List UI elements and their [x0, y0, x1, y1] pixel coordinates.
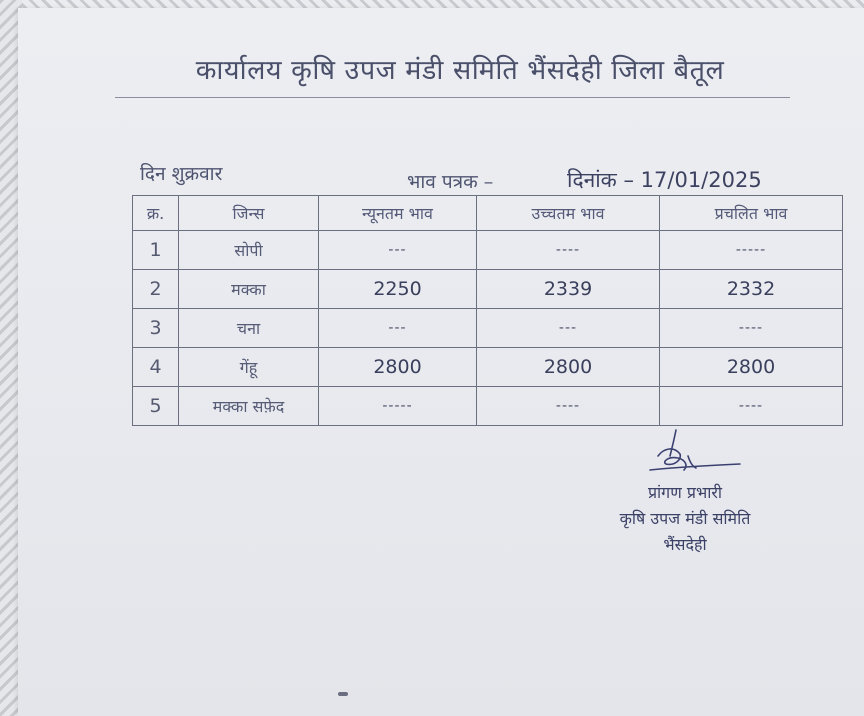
cell-serial: 2: [133, 270, 179, 309]
cell-max-rate: ----: [477, 387, 660, 426]
header-min-rate: न्यूनतम भाव: [319, 196, 477, 231]
cell-modal-rate: ----: [660, 387, 843, 426]
header-serial: क्र.: [133, 196, 179, 231]
table-row: [133, 309, 843, 348]
cell-commodity: मक्का सफ़ेद: [179, 387, 319, 426]
title-underline: [115, 97, 790, 98]
handwritten-signature: [628, 426, 748, 486]
header-modal-rate: प्रचलित भाव: [660, 196, 843, 231]
ink-mark: [338, 692, 348, 696]
cell-modal-rate: 2332: [660, 270, 843, 309]
signatory-designation: प्रांगण प्रभारी: [647, 483, 723, 502]
cell-modal-rate: 2800: [660, 348, 843, 387]
cell-max-rate: 2339: [477, 270, 660, 309]
date-label: दिनांक – 17/01/2025: [567, 168, 762, 192]
table-header-row: [133, 196, 843, 231]
cell-min-rate: ---: [319, 231, 477, 270]
header-commodity: जिन्स: [179, 196, 319, 231]
day-label: दिन शुक्रवार: [140, 163, 223, 185]
signatory-office: कृषि उपज मंडी समिति: [619, 509, 751, 528]
table-row: [133, 348, 843, 387]
cell-commodity: सोपी: [179, 231, 319, 270]
cell-commodity: मक्का: [179, 270, 319, 309]
signature-block: [580, 480, 790, 558]
cell-max-rate: ----: [477, 231, 660, 270]
signatory-location: भैंसदेही: [663, 535, 707, 554]
cell-serial: 3: [133, 309, 179, 348]
cell-serial: 5: [133, 387, 179, 426]
cell-min-rate: ---: [319, 309, 477, 348]
rate-table: [132, 195, 843, 426]
table-row: [133, 270, 843, 309]
rate-sheet-label: भाव पत्रक –: [407, 171, 494, 193]
table-row: [133, 387, 843, 426]
cell-max-rate: 2800: [477, 348, 660, 387]
cell-min-rate: -----: [319, 387, 477, 426]
cell-serial: 4: [133, 348, 179, 387]
cell-commodity: गेंहू: [179, 348, 319, 387]
header-max-rate: उच्चतम भाव: [477, 196, 660, 231]
cell-modal-rate: -----: [660, 231, 843, 270]
cell-serial: 1: [133, 231, 179, 270]
cell-modal-rate: ----: [660, 309, 843, 348]
cell-min-rate: 2250: [319, 270, 477, 309]
cell-commodity: चना: [179, 309, 319, 348]
table-row: [133, 231, 843, 270]
office-title: कार्यालय कृषि उपज मंडी समिति भैंसदेही जिला बैतूल: [195, 55, 725, 86]
cell-min-rate: 2800: [319, 348, 477, 387]
cell-max-rate: ---: [477, 309, 660, 348]
